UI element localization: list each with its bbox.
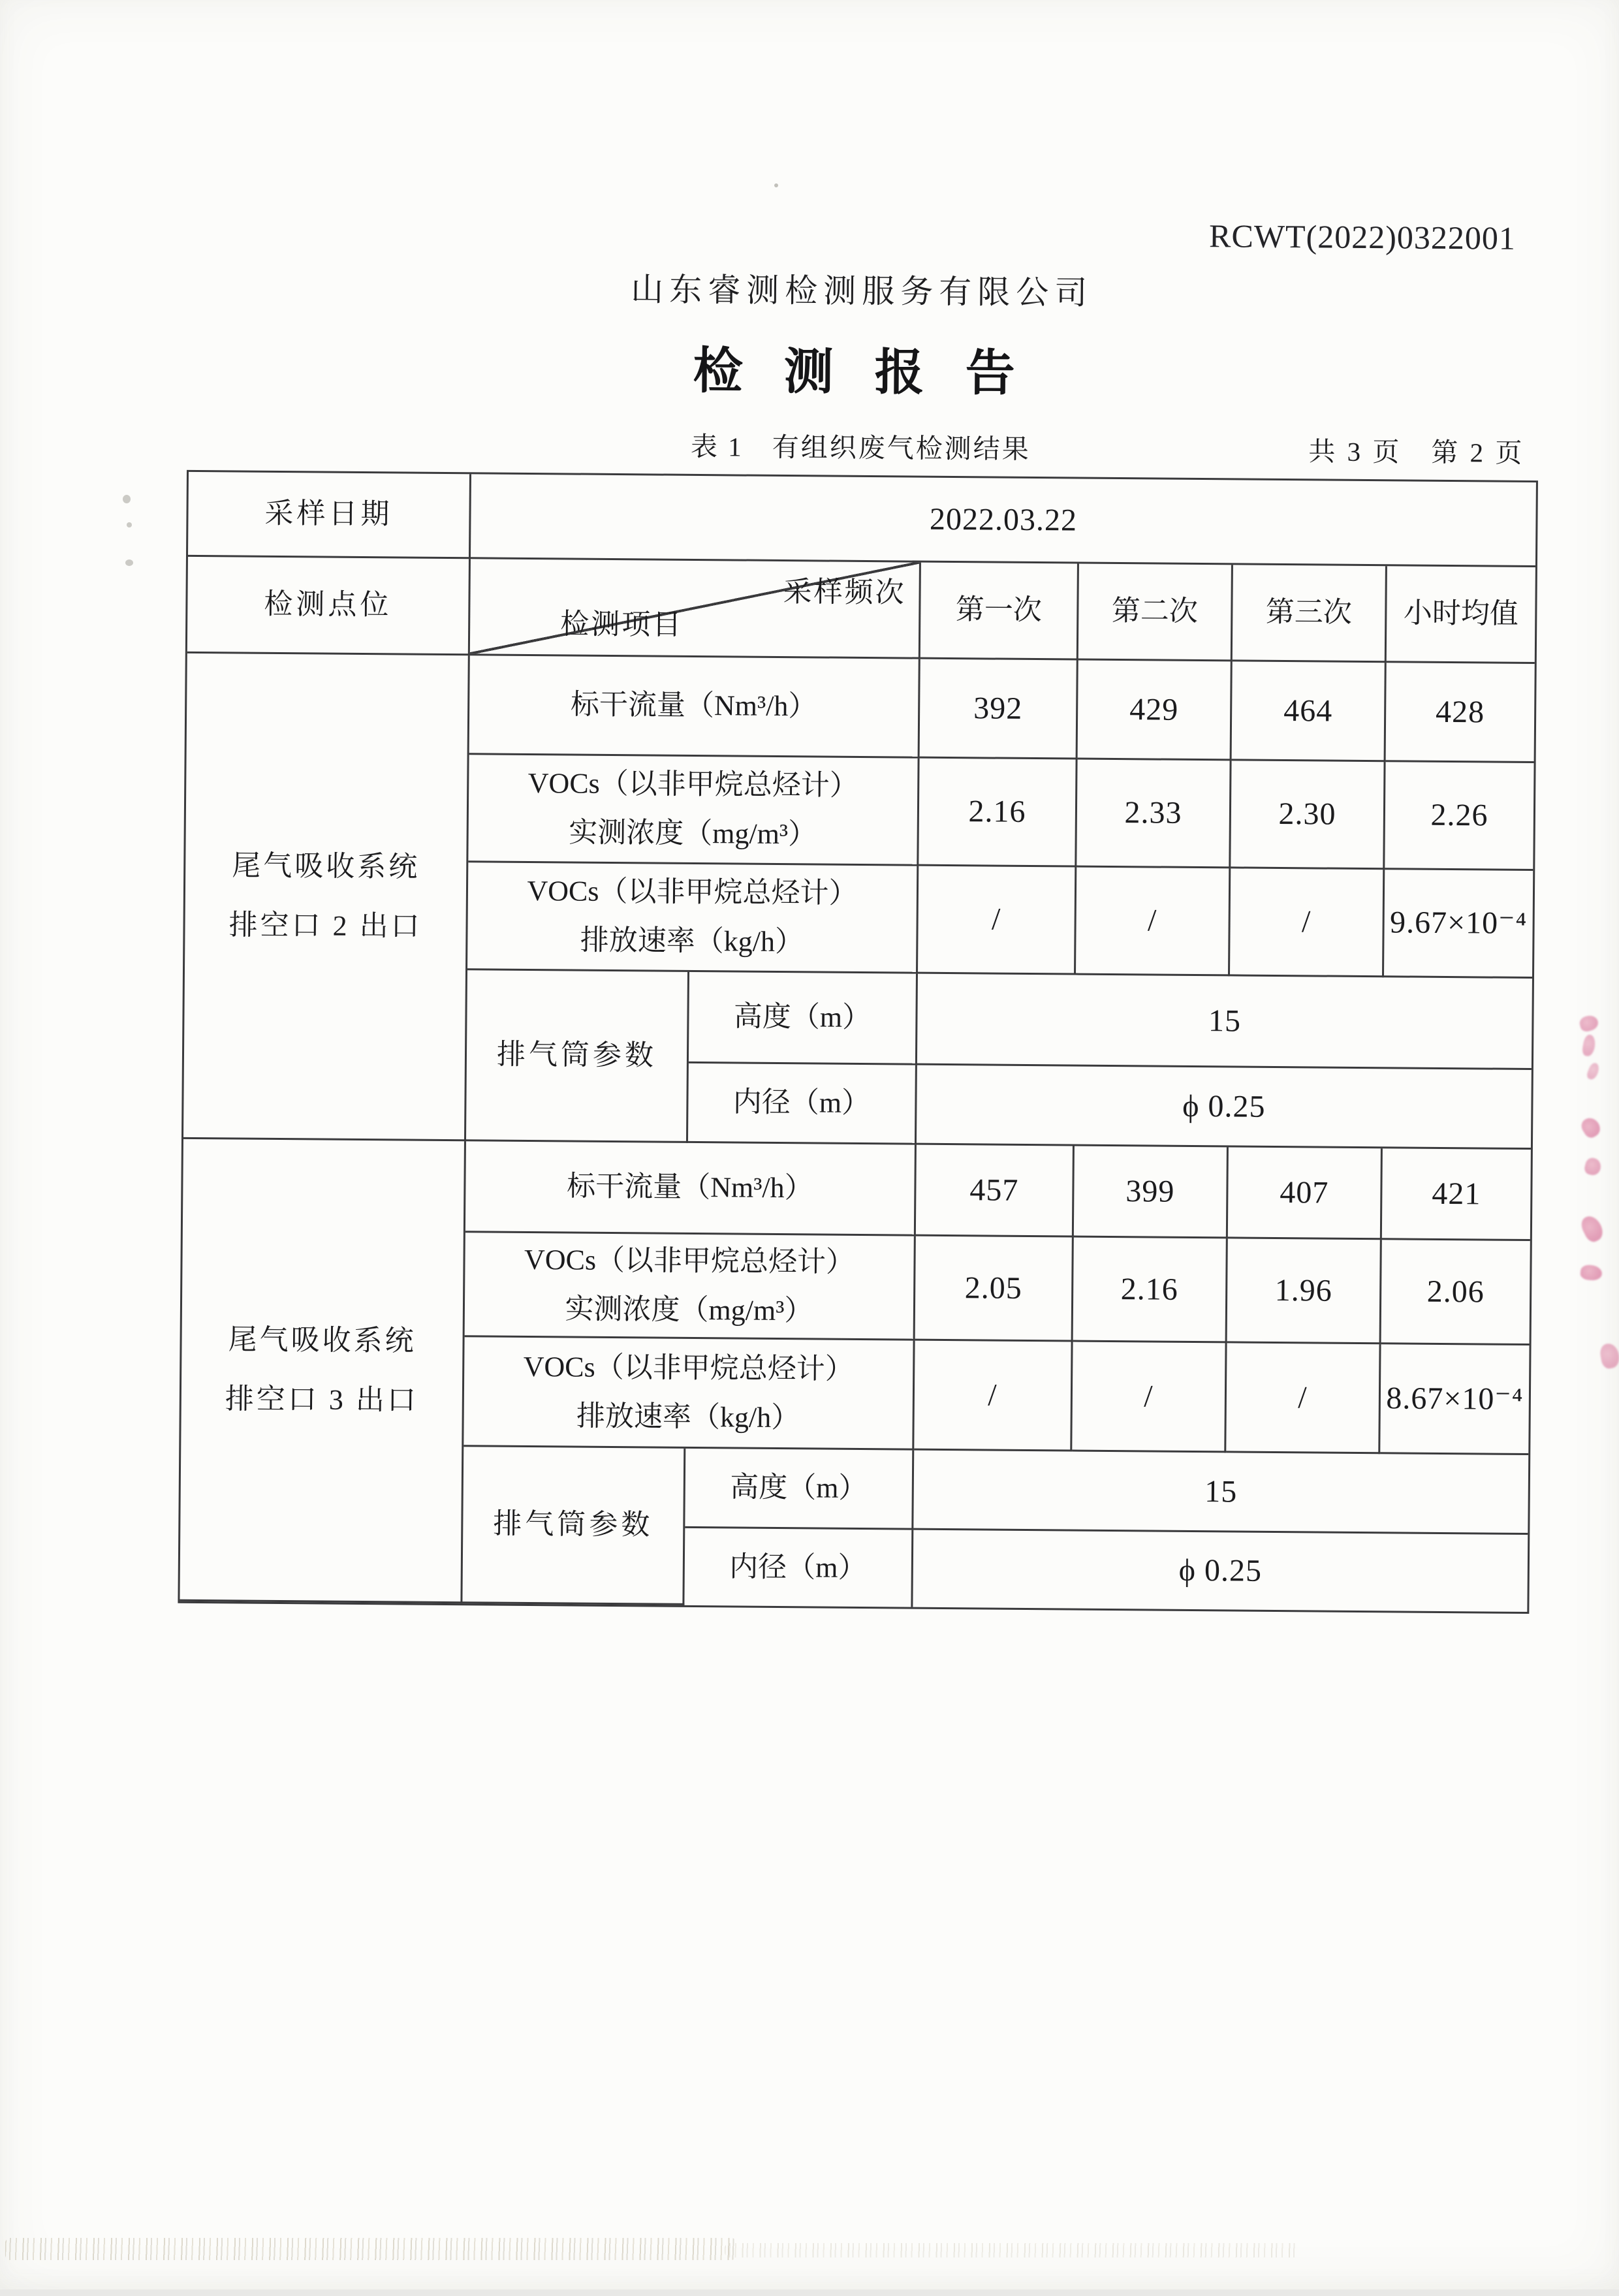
point-name-outlet-2: 尾气吸收系统 排空口 2 出口	[183, 653, 470, 1141]
sampling-date-label: 采样日期	[188, 472, 471, 559]
item-vocs-rate-label: VOCs（以非甲烷总烃计） 排放速率（kg/h）	[464, 1337, 915, 1450]
value-cell: 2.26	[1385, 762, 1533, 871]
param-height-value: 15	[913, 1451, 1528, 1535]
value-cell: /	[1230, 868, 1385, 977]
table-caption-row	[187, 421, 1534, 471]
value-cell: 407	[1228, 1147, 1383, 1240]
param-diameter-label: 内径（m）	[684, 1528, 913, 1607]
company-name: 山东睿测检测服务有限公司	[631, 271, 1093, 311]
value-cell: /	[1076, 868, 1231, 977]
value-cell: 2.16	[1073, 1238, 1228, 1344]
value-cell: 392	[920, 659, 1078, 760]
param-height-label: 高度（m）	[685, 1449, 914, 1530]
value-cell: 429	[1078, 661, 1233, 761]
value-cell: /	[1072, 1342, 1227, 1453]
value-cell: 457	[916, 1145, 1075, 1238]
paper-speck	[774, 183, 778, 187]
table-caption: 表 1 有组织废气检测结果	[690, 431, 1031, 464]
report-number: RCWT(2022)0322001	[1208, 217, 1517, 257]
point-name-outlet-3: 尾气吸收系统 排空口 3 出口	[180, 1139, 466, 1603]
item-vocs-concentration-label: VOCs（以非甲烷总烃计） 实测浓度（mg/m³）	[465, 1233, 916, 1340]
value-cell: 2.05	[915, 1236, 1074, 1342]
paper-speck	[125, 559, 133, 566]
stack-params-label: 排气筒参数	[462, 1447, 685, 1605]
item-vocs-concentration-label: VOCs（以非甲烷总烃计） 实测浓度（mg/m³）	[468, 755, 919, 866]
diagonal-header-cell	[470, 559, 921, 659]
test-item-label: 检测项目	[560, 608, 684, 642]
value-cell: /	[914, 1341, 1073, 1452]
paper-speck	[123, 495, 131, 503]
sampling-frequency-label: 采样频次	[783, 576, 906, 609]
item-vocs-rate-label: VOCs（以非甲烷总烃计） 排放速率（kg/h）	[467, 862, 919, 973]
value-cell: 2.30	[1231, 761, 1385, 870]
value-cell: 399	[1074, 1146, 1229, 1239]
item-flow-label: 标干流量（Nm³/h）	[465, 1141, 917, 1236]
param-height-label: 高度（m）	[689, 972, 918, 1065]
param-diameter-value: ϕ 0.25	[917, 1065, 1532, 1150]
col-header-second: 第二次	[1078, 564, 1233, 662]
value-cell: 1.96	[1227, 1238, 1382, 1344]
col-header-first: 第一次	[920, 563, 1079, 661]
col-header-third: 第三次	[1233, 565, 1387, 663]
scan-noise-band	[725, 2243, 1299, 2257]
value-cell: 2.06	[1381, 1240, 1530, 1345]
point-location-label: 检测点位	[187, 557, 471, 655]
param-diameter-value: ϕ 0.25	[1178, 1553, 1263, 1589]
col-header-hourly-avg: 小时均值	[1387, 566, 1535, 664]
paper-speck	[127, 522, 132, 527]
value-cell: 2.33	[1077, 760, 1231, 869]
value-cell: /	[1226, 1343, 1381, 1454]
param-height-value: 15	[917, 974, 1532, 1070]
results-table	[178, 470, 1538, 1614]
sampling-date-value: 2022.03.22	[471, 474, 1536, 567]
value-cell: 428	[1386, 663, 1535, 763]
item-flow-label: 标干流量（Nm³/h）	[469, 655, 920, 758]
value-cell: /	[918, 866, 1077, 975]
param-diameter-label: 内径（m）	[688, 1063, 917, 1145]
value-cell: 421	[1382, 1148, 1531, 1241]
value-cell: 464	[1232, 661, 1387, 762]
value-cell: 8.67×10⁻⁴	[1380, 1344, 1529, 1455]
stack-params-label: 排气筒参数	[466, 970, 689, 1143]
report-title: 检 测 报 告	[693, 343, 1030, 401]
value-cell: 9.67×10⁻⁴	[1384, 870, 1533, 979]
value-cell: 2.16	[919, 759, 1077, 868]
scan-noise-band	[5, 2238, 736, 2260]
page-count: 共 3 页 第 2 页	[1308, 436, 1525, 468]
